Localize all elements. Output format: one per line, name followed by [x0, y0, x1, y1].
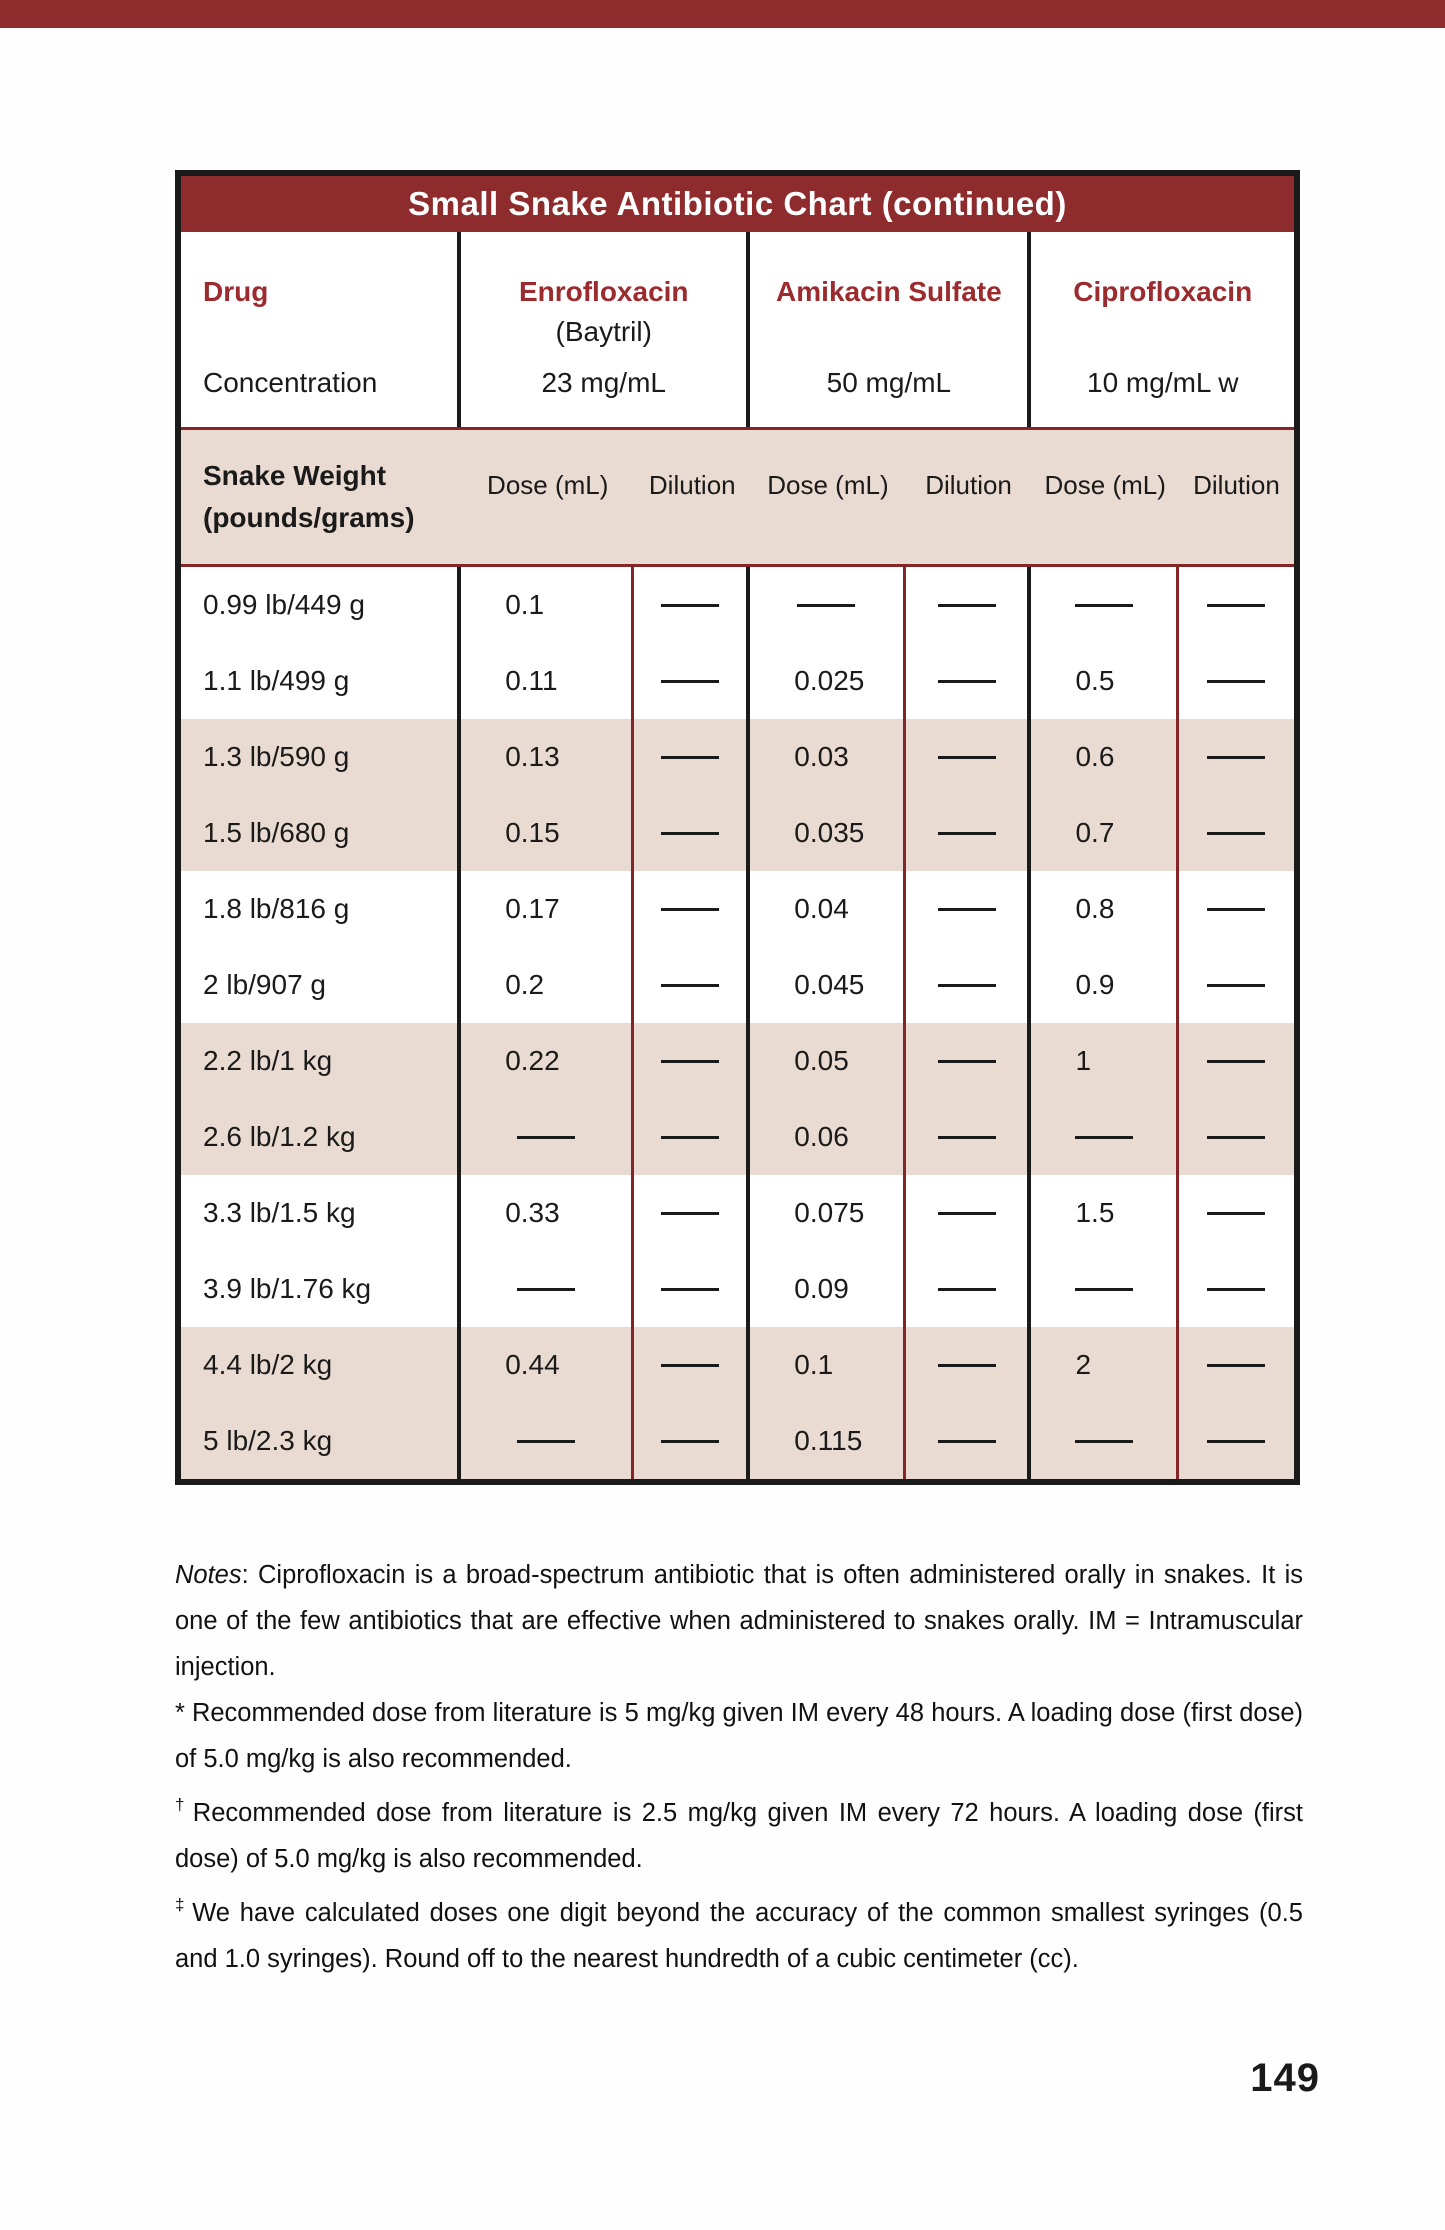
empty-dash [1207, 604, 1265, 607]
empty-dash [661, 680, 719, 683]
dilution-cell [1179, 947, 1294, 1023]
dose-cell: 0.15 [461, 795, 634, 871]
empty-dash [661, 1364, 719, 1367]
empty-dash [1207, 1060, 1265, 1063]
empty-dash [938, 1060, 996, 1063]
dilution-cell [906, 1251, 1032, 1327]
dilution-cell [1179, 1023, 1294, 1099]
dilution-cell [906, 1175, 1032, 1251]
table-body [181, 567, 1294, 1479]
empty-dash [1207, 680, 1265, 683]
dose-cell: 0.33 [461, 1175, 634, 1251]
empty-dash [938, 1136, 996, 1139]
header-ciprofloxacin-cell [1031, 232, 1294, 427]
dilution-cell [634, 643, 750, 719]
dose-cell [1031, 1099, 1178, 1175]
table-title: Small Snake Antibiotic Chart (continued) [181, 176, 1294, 232]
dose-cell: 0.025 [750, 643, 905, 719]
dose-cell: 0.115 [750, 1403, 905, 1479]
dose-cell: 0.06 [750, 1099, 905, 1175]
dilution-cell [906, 1403, 1032, 1479]
empty-dash [1207, 1364, 1265, 1367]
notes-label: Notes [175, 1561, 242, 1589]
empty-dash [938, 832, 996, 835]
empty-dash [938, 604, 996, 607]
header-drug-concentration-cell [181, 232, 461, 427]
table-header-row [181, 232, 1294, 427]
dose-cell: 0.045 [750, 947, 905, 1023]
table-row [181, 567, 1294, 643]
dose-cell: 0.03 [750, 719, 905, 795]
table-row [181, 1175, 1294, 1251]
empty-dash [1075, 1440, 1133, 1443]
dose-cell: 0.1 [461, 567, 634, 643]
empty-dash [938, 1364, 996, 1367]
snake-weight-value: 1.1 lb/499 g [181, 643, 461, 719]
drug-name-amikacin: Amikacin Sulfate [776, 276, 1002, 307]
empty-dash [1075, 1288, 1133, 1291]
empty-dash [661, 832, 719, 835]
snake-weight-value: 3.3 lb/1.5 kg [181, 1175, 461, 1251]
dose-cell [1031, 1403, 1178, 1479]
table-row [181, 795, 1294, 871]
snake-weight-value: 2.6 lb/1.2 kg [181, 1099, 461, 1175]
empty-dash [517, 1288, 575, 1291]
dilution-cell [634, 795, 750, 871]
dilution-cell [634, 1327, 750, 1403]
table-row [181, 871, 1294, 947]
snake-weight-value: 4.4 lb/2 kg [181, 1327, 461, 1403]
dilution-cell [1179, 1327, 1294, 1403]
empty-dash [938, 984, 996, 987]
concentration-amikacin: 50 mg/mL [826, 367, 952, 398]
dose-cell [750, 567, 905, 643]
footnote-double-dagger: ‡ We have calculated doses one digit beyond the accuracy of the common smallest syringes (0.5 and 1.0 syringes). Round off to the nearest hundredth of a cubic centimeter (cc). [175, 1895, 1303, 1973]
dose-cell [461, 1251, 634, 1327]
page-number: 149 [1250, 2056, 1320, 2100]
snake-weight-value: 0.99 lb/449 g [181, 567, 461, 643]
snake-weight-header: Snake Weight (pounds/grams) [203, 460, 415, 533]
empty-dash [661, 984, 719, 987]
empty-dash [1075, 1136, 1133, 1139]
empty-dash [661, 1060, 719, 1063]
table-row [181, 1251, 1294, 1327]
snake-weight-value: 2 lb/907 g [181, 947, 461, 1023]
dilution-cell [634, 871, 750, 947]
empty-dash [1207, 832, 1265, 835]
dilution-cell [634, 567, 750, 643]
empty-dash [661, 1440, 719, 1443]
dose-cell: 1 [1031, 1023, 1178, 1099]
table-row [181, 1327, 1294, 1403]
dilution-cell [634, 947, 750, 1023]
empty-dash [661, 756, 719, 759]
concentration-label: Concentration [203, 367, 378, 398]
table-row [181, 1099, 1294, 1175]
table-subheader-row [181, 427, 1294, 567]
dose-cell: 0.04 [750, 871, 905, 947]
dilution-cell [906, 871, 1032, 947]
dose-cell: 0.44 [461, 1327, 634, 1403]
snake-weight-value: 2.2 lb/1 kg [181, 1023, 461, 1099]
dose-cell: 0.035 [750, 795, 905, 871]
dilution-cell [634, 1403, 750, 1479]
notes-paragraph: Notes: Ciprofloxacin is a broad-spectrum antibiotic that is often administered orally in snakes. It is one of the few antibiotics that are effective when administered to snakes orally. IM = Intramuscular injection. [175, 1561, 1303, 1681]
dilution-cell [1179, 871, 1294, 947]
empty-dash [661, 1288, 719, 1291]
dose-cell [461, 1099, 634, 1175]
dose-cell: 0.5 [1031, 643, 1178, 719]
empty-dash [938, 908, 996, 911]
dilution-cell [1179, 643, 1294, 719]
empty-dash [661, 1212, 719, 1215]
snake-weight-value: 1.8 lb/816 g [181, 871, 461, 947]
empty-dash [517, 1136, 575, 1139]
dilution-cell [1179, 567, 1294, 643]
dilution-cell [906, 567, 1032, 643]
empty-dash [938, 1288, 996, 1291]
drug-name-ciprofloxacin: Ciprofloxacin [1073, 276, 1253, 307]
concentration-enrofloxacin: 23 mg/mL [541, 367, 666, 398]
table-row [181, 643, 1294, 719]
table-row [181, 947, 1294, 1023]
empty-dash [1207, 1440, 1265, 1443]
table-row [181, 719, 1294, 795]
dilution-cell [906, 1099, 1032, 1175]
dilution-cell [1179, 1099, 1294, 1175]
dilution-cell [634, 1023, 750, 1099]
dilution-cell [906, 1023, 1032, 1099]
dilution-cell [634, 719, 750, 795]
dose-cell: 0.1 [750, 1327, 905, 1403]
empty-dash [1075, 604, 1133, 607]
dose-cell: 0.13 [461, 719, 634, 795]
page-top-band [0, 0, 1445, 28]
dose-cell: 0.11 [461, 643, 634, 719]
dilution-header-1: Dilution [648, 469, 736, 500]
snake-weight-value: 1.3 lb/590 g [181, 719, 461, 795]
dilution-cell [906, 795, 1032, 871]
drug-label: Drug [203, 276, 269, 307]
snake-weight-value: 5 lb/2.3 kg [181, 1403, 461, 1479]
dose-cell: 0.075 [750, 1175, 905, 1251]
dose-cell: 0.7 [1031, 795, 1178, 871]
empty-dash [797, 604, 855, 607]
dilution-header-2: Dilution [925, 469, 1012, 500]
dilution-cell [634, 1175, 750, 1251]
empty-dash [1207, 1136, 1265, 1139]
empty-dash [938, 680, 996, 683]
concentration-ciprofloxacin: 10 mg/mL w [1087, 367, 1239, 398]
empty-dash [1207, 1288, 1265, 1291]
empty-dash [938, 1212, 996, 1215]
dose-cell: 0.17 [461, 871, 634, 947]
table-row [181, 1403, 1294, 1479]
notes-section [175, 1552, 1303, 1982]
dilution-header-3: Dilution [1193, 469, 1280, 500]
dilution-cell [1179, 1175, 1294, 1251]
snake-weight-value: 1.5 lb/680 g [181, 795, 461, 871]
footnote-asterisk: * Recommended dose from literature is 5 mg/kg given IM every 48 hours. A loading dose (first dose) of 5.0 mg/kg is also recommended. [175, 1699, 1303, 1773]
dose-header-1: Dose (mL) [487, 469, 609, 500]
empty-dash [1207, 1212, 1265, 1215]
dose-cell: 0.09 [750, 1251, 905, 1327]
dose-header-2: Dose (mL) [767, 469, 889, 500]
empty-dash [1207, 984, 1265, 987]
dose-cell: 0.2 [461, 947, 634, 1023]
dose-cell [1031, 567, 1178, 643]
dose-header-3: Dose (mL) [1044, 469, 1166, 500]
dilution-cell [1179, 795, 1294, 871]
empty-dash [661, 604, 719, 607]
dilution-cell [1179, 1251, 1294, 1327]
drug-subname-baytril: (Baytril) [555, 316, 652, 347]
dilution-cell [634, 1099, 750, 1175]
dilution-cell [1179, 719, 1294, 795]
dose-cell [1031, 1251, 1178, 1327]
table-row [181, 1023, 1294, 1099]
drug-name-enrofloxacin: Enrofloxacin [518, 276, 689, 307]
empty-dash [517, 1440, 575, 1443]
dose-cell: 0.05 [750, 1023, 905, 1099]
empty-dash [938, 756, 996, 759]
footnote-dagger: † Recommended dose from literature is 2.5 mg/kg given IM every 72 hours. A loading dose (first dose) of 5.0 mg/kg is also recommended. [175, 1795, 1303, 1873]
dose-cell: 0.6 [1031, 719, 1178, 795]
dose-cell [461, 1403, 634, 1479]
dilution-cell [1179, 1403, 1294, 1479]
empty-dash [938, 1440, 996, 1443]
empty-dash [661, 908, 719, 911]
dilution-cell [906, 1327, 1032, 1403]
dose-cell: 1.5 [1031, 1175, 1178, 1251]
dose-cell: 2 [1031, 1327, 1178, 1403]
empty-dash [661, 1136, 719, 1139]
antibiotic-chart-table [175, 170, 1300, 1485]
dilution-cell [906, 719, 1032, 795]
empty-dash [1207, 756, 1265, 759]
dilution-cell [906, 643, 1032, 719]
dilution-cell [906, 947, 1032, 1023]
snake-weight-value: 3.9 lb/1.76 kg [181, 1251, 461, 1327]
empty-dash [1207, 908, 1265, 911]
dose-cell: 0.22 [461, 1023, 634, 1099]
dose-cell: 0.8 [1031, 871, 1178, 947]
header-amikacin-cell [750, 232, 1031, 427]
header-enrofloxacin-cell [461, 232, 750, 427]
dilution-cell [634, 1251, 750, 1327]
dose-cell: 0.9 [1031, 947, 1178, 1023]
